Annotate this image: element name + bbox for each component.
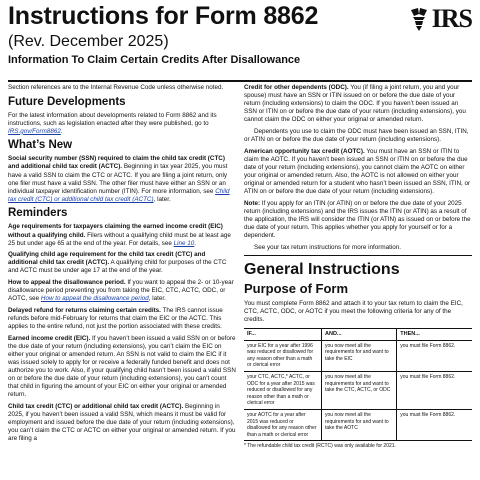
form-8862-link[interactable]: IRS.gov/Form8862 (8, 127, 61, 135)
table-cell: you must file Form 8862. (397, 410, 472, 441)
table-row (244, 340, 472, 371)
appeal-link[interactable]: How to appeal the disallowance period (40, 295, 149, 303)
table-row (244, 372, 472, 410)
table-header-and: AND... (322, 329, 397, 341)
table-cell: your AOTC for a year after 2015 was reduced or disallowed for any reason other than a math or clerical error (244, 410, 322, 441)
table-cell: your CTC, ACTC,* ACTC, or ODC for a year after 2015 was reduced or disallowed for any reason other than a math or clerical error (244, 372, 322, 410)
line-10-link[interactable]: Line 10 (173, 239, 195, 247)
note-paragraph: Note: If you apply for an ITIN (or ATIN) on or before the due date of your 2025 return (including extensions) and the IRS issues the ITIN (or ATIN) as a result of the application, the IRS will consider the ITIN (or ATIN) as issued on or before the due date of your return. This applies whether you apply for yourself or for a dependent. (244, 199, 471, 240)
odc-paragraph: Credit for other dependents (ODC). You (if filing a joint return, you and your spouse) must have an SSN or ITIN issued on or before the due date of your return (including extensions) to claim the ODC. If you haven’t been issued an SSN or ITIN on or before the due date of your return (including extensions), you cannot claim the ODC on either your original or amended return. (244, 84, 466, 124)
table-header-if: IF... (244, 329, 322, 341)
if-and-then-table (244, 328, 472, 441)
whats-new-heading: What’s New (8, 139, 73, 152)
document-title: Instructions for Form 8862 (8, 2, 319, 30)
table-cell: you must file Form 8862. (397, 372, 472, 410)
table-cell: your EIC for a year after 1996 was reduced or disallowed for any reason other than a math or clerical error (244, 340, 322, 371)
eic-paragraph: Earned income credit (EIC). If you haven’t been issued a valid SSN on or before the due date of your return (including extensions), you can’t claim the EIC on either your original or amended return. An SSN is not valid to claim the EIC if it was issued solely to apply for or receive a federally funded benefit and does not authorize you to work. Also, if your qualifying child hasn’t been issued a valid SSN on or before the due date of your return (including extensions), you can’t count that child in figuring the amount of your EIC on either your original or amended return. (8, 334, 236, 399)
future-developments-heading: Future Developments (8, 95, 126, 108)
table-cell: you now meet all the requirements for and want to take the EIC (322, 340, 397, 371)
left-column (8, 84, 236, 447)
ctc-paragraph: Child tax credit (CTC) or additional child tax credit (ACTC). Beginning in 2025, if you haven’t been issued a valid SSN, which means it must be valid for employment and issued before the due date of your return (including extensions), you can’t claim the CTC or ACTC on either your original or amended return. If you are filing a (8, 402, 236, 443)
right-column (244, 84, 472, 450)
age-requirements-paragraph: Age requirements for taxpayers claiming the earned income credit (EIC) without a qualifying child. Filers without a qualifying child must be at least age 25 but under age 65 at the end of the year. For details, see Line 10. (8, 223, 231, 247)
section-rule (244, 255, 472, 256)
table-row (244, 410, 472, 441)
table-footnote: * The refundable child tax credit (RCTC) was only available for 2021. (244, 443, 396, 450)
table-header-then: THEN... (397, 329, 472, 341)
table-header-row (244, 329, 472, 341)
ssn-paragraph: Social security number (SSN) required to claim the child tax credit (CTC) and additional child tax credit (ACTC). Beginning in tax year 2025, you must have a valid SSN to claim the CTC or ACTC. If you are filing a joint return, only one filer must have a valid SSN. The other filer must have either an SSN or an individual taxpayer identification number (ITIN). For more information, see Child tax credit (CTC) or additional child tax credit (ACTC), later. (8, 155, 230, 203)
purpose-text: You must complete Form 8862 and attach it to your tax return to claim the EIC, CTC, ACTC, ODC, or AOTC if you meet the following criteria for any of the credits. (244, 300, 463, 324)
table-cell: you must file Form 8862. (397, 340, 472, 371)
future-developments-text: For the latest information about developments related to Form 8862 and its instructions, such as legislation enacted after they were published, go to IRS.gov/Form8862. (8, 111, 217, 135)
irs-logo (408, 4, 472, 34)
table-cell: you now meet all the requirements for and want to take the CTC, ACTC, or ODC (322, 372, 397, 410)
appeal-paragraph: How to appeal the disallowance period. If you want to appeal the 2- or 10-year disallowance period preventing you from taking the EIC, CTC, ACTC, ODC, or AOTC, see How to appeal the disallowance period, later. (8, 279, 234, 303)
document-subtitle: Information To Claim Certain Credits After Disallowance (8, 54, 301, 66)
reminders-heading: Reminders (8, 207, 68, 220)
aotc-paragraph: American opportunity tax credit (AOTC). You must have an SSN or ITIN to claim the AOTC. If you haven’t been issued an SSN or ITIN on or before the due date of your return (including extensions), you cannot claim the AOTC on either your original or amended return. Also, the AOTC is not allowed on either your original or amended return for a student who hasn’t been issued an SSN, ITIN, or ATIN on or before the due date of your return (including extensions). (244, 147, 471, 196)
delayed-refund-paragraph: Delayed refund for returns claiming certain credits. The IRS cannot issue refunds before mid-February for returns that claim the EIC or the ACTC. This applies to the entire refund, not just the portion associated with these credits. (8, 306, 223, 330)
qualifying-child-paragraph: Qualifying child age requirement for the child tax credit (CTC) and additional child tax credit (ACTC). A qualifying child for purposes of the CTC and ACTC must be under age 17 at the end of the year. (8, 251, 227, 275)
irs-logo-text: IRS (431, 4, 472, 33)
irs-eagle-icon (408, 6, 430, 32)
purpose-of-form-heading: Purpose of Form (244, 281, 349, 297)
ctc-actc-link[interactable]: Child tax credit (CTC) or additional child tax credit (ACTC) (8, 187, 230, 203)
table-cell: you now meet all the requirements for and want to take the AOTC (322, 410, 397, 441)
revision-date: (Rev. December 2025) (8, 33, 169, 50)
note-see-instructions: See your tax return instructions for more information. (254, 243, 401, 251)
intro-text: Section references are to the Internal Revenue Code unless otherwise noted. (8, 84, 224, 91)
header-rule (8, 80, 472, 82)
document-header (8, 2, 472, 80)
general-instructions-heading: General Instructions (244, 261, 400, 279)
odc-dependents-paragraph: Dependents you use to claim the ODC must have been issued an SSN, ITIN, or ATIN on or before the due date of your return (including extensions). (244, 127, 469, 144)
